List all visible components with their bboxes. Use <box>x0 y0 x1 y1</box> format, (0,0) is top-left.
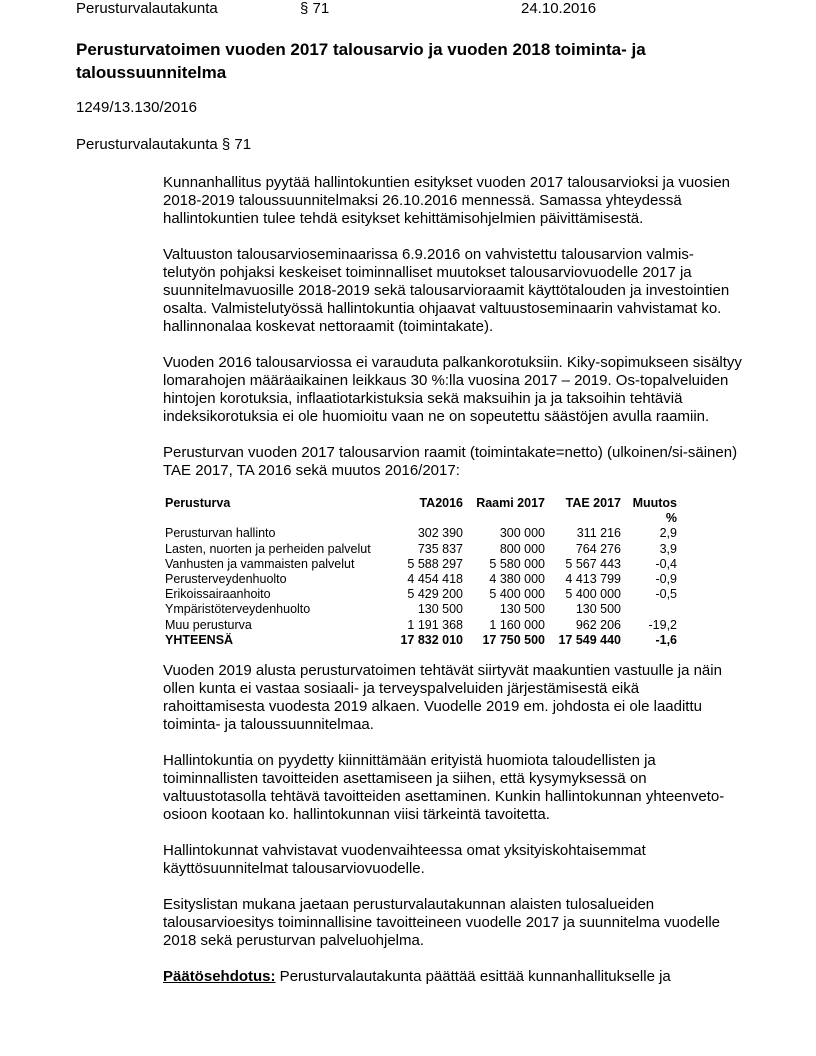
header-perusturva: Perusturva <box>165 496 231 510</box>
total-ta2016: 17 832 010 <box>400 632 463 647</box>
row-tae2017: 764 276 <box>575 541 621 556</box>
header-raami2017: Raami 2017 <box>476 496 545 510</box>
row-ta2016: 4 454 418 <box>407 572 463 587</box>
row-name: Perusturvan hallinto <box>165 526 276 541</box>
header-tae2017: TAE 2017 <box>565 496 621 510</box>
row-tae2017: 5 400 000 <box>565 587 621 602</box>
row-name: Muu perusturva <box>165 617 252 632</box>
header-date: 24.10.2016 <box>521 0 597 17</box>
reference-number: 1249/13.130/2016 <box>76 99 197 116</box>
paragraph: Vuoden 2019 alusta perusturvatoimen tehtävät siirtyvät maakuntien vastuulle ja näin ollen kunta ei vastaa sosiaali- ja terveyspalveluiden järjestämisestä eikä rahoittamisesta vuodesta 2019 alkaen. Vuodelle 2019 em. johdosta ei ole laadittu toiminta- ja taloussuunnitelmaa. <box>163 662 722 734</box>
row-raami2017: 130 500 <box>499 602 545 617</box>
header-ta2016: TA2016 <box>419 496 463 510</box>
total-raami2017: 17 750 500 <box>482 632 545 647</box>
row-raami2017: 300 000 <box>499 526 545 541</box>
total-tae2017: 17 549 440 <box>558 632 621 647</box>
row-tae2017: 311 216 <box>576 526 621 541</box>
paragraph: Vuoden 2016 talousarviossa ei varauduta palkankorotuksiin. Kiky-sopimukseen sisältyy lomarahojen määräaikainen leikkaus 30 %:lla vuosina 2017 – 2019. Os-topalveluiden hintojen korotuksia, inflaatiotarkistuksia sekä maksuihin ja ja taksoihin tehtäviä indeksikorotuksia ei ole huomioitu vaan ne on sopeutettu säästöjen avulla raamiin. <box>163 354 742 425</box>
document-body <box>163 174 743 1004</box>
row-raami2017: 1 160 000 <box>489 617 545 632</box>
row-muutos <box>621 602 677 617</box>
total-label: YHTEENSÄ <box>165 632 234 647</box>
table-row <box>165 618 677 633</box>
decision-label: Päätösehdotus: <box>163 968 276 986</box>
header-section: § 71 <box>300 0 330 17</box>
table-row <box>165 542 677 557</box>
row-ta2016: 735 837 <box>417 541 463 556</box>
header-muutos-unit: % <box>665 511 677 526</box>
row-name: Perusterveydenhuolto <box>165 572 287 587</box>
header-muutos: Muutos <box>632 496 677 510</box>
table-row <box>165 572 677 587</box>
decision-proposal <box>163 968 743 986</box>
row-tae2017: 4 413 799 <box>565 572 621 587</box>
row-name: Lasten, nuorten ja perheiden palvelut <box>165 541 371 556</box>
row-name: Ympäristöterveydenhuolto <box>165 602 311 617</box>
row-muutos: -0,4 <box>655 556 677 571</box>
paragraph: Esityslistan mukana jaetaan perusturvalautakunnan alaisten tulosalueiden talousarvioesitys toiminnallisine tavoitteineen vuodelle 2017 ja suunnitelma vuodelle 2018 sekä perusturvan palveluohjelma. <box>163 896 721 950</box>
row-muutos: -19,2 <box>648 617 677 632</box>
row-muutos: 3,9 <box>659 541 677 556</box>
table-unit-row <box>165 511 677 526</box>
table-header-row <box>165 496 677 511</box>
row-raami2017: 800 000 <box>499 541 545 556</box>
row-raami2017: 5 580 000 <box>489 556 545 571</box>
document-title: Perusturvatoimen vuoden 2017 talousarvio ja vuoden 2018 toiminta- ja taloussuunnitelma <box>76 40 646 82</box>
header-organization: Perusturvalautakunta <box>76 0 218 17</box>
row-ta2016: 302 390 <box>417 526 463 541</box>
table-row <box>165 557 677 572</box>
budget-table <box>165 496 677 648</box>
table-row <box>165 587 677 602</box>
row-ta2016: 5 588 297 <box>407 556 463 571</box>
paragraph: Hallintokuntia on pyydetty kiinnittämään erityistä huomiota taloudellisten ja toiminnallisten tavoitteiden asettamiseen ja siihen, että kysymyksessä on valtuustotasolla tehtävä tavoitteiden asettaminen. Kunkin hallintokunnan yhteenveto-osioon kootaan ko. hallintokunnan viisi tärkeintä tavoitetta. <box>163 752 725 824</box>
table-total-row <box>165 633 677 648</box>
decision-text: Perusturvalautakunta päättää esittää kunnanhallitukselle ja <box>275 968 671 986</box>
paragraph: Perusturvan vuoden 2017 talousarvion raamit (toimintakate=netto) (ulkoinen/si-säinen) TAE 2017, TA 2016 sekä muutos 2016/2017: <box>163 444 738 479</box>
row-tae2017: 5 567 443 <box>565 556 621 571</box>
row-raami2017: 4 380 000 <box>489 572 545 587</box>
row-name: Vanhusten ja vammaisten palvelut <box>165 556 355 571</box>
row-muutos: 2,9 <box>659 526 677 541</box>
row-muutos: -0,5 <box>655 587 677 602</box>
section-heading: Perusturvalautakunta § 71 <box>76 136 252 153</box>
row-name: Erikoissairaanhoito <box>165 587 271 602</box>
row-ta2016: 5 429 200 <box>407 587 463 602</box>
row-tae2017: 130 500 <box>575 602 621 617</box>
total-muutos: -1,6 <box>655 632 677 647</box>
paragraph: Valtuuston talousarvioseminaarissa 6.9.2016 on vahvistettu talousarvion valmis-telutyön pohjaksi keskeiset toiminnalliset muutokset talousarviovuodelle 2017 ja suunnitelmavuosille 2018-2019 sekä talousarvioraamit käyttötalouden ja investointien osalta. Valmistelutyössä hallintokuntia ohjaavat valtuustoseminaarin vahvistamat ko. hallinnonalaa koskevat nettoraamit (toimintakate). <box>163 246 730 335</box>
row-muutos: -0,9 <box>655 572 677 587</box>
row-ta2016: 1 191 368 <box>407 617 463 632</box>
row-ta2016: 130 500 <box>417 602 463 617</box>
table-row <box>165 602 677 617</box>
row-tae2017: 962 206 <box>575 617 621 632</box>
paragraph: Hallintokunnat vahvistavat vuodenvaihteessa omat yksityiskohtaisemmat käyttösuunnitelmat talousarviovuodelle. <box>163 842 646 878</box>
table-row <box>165 526 677 541</box>
row-raami2017: 5 400 000 <box>489 587 545 602</box>
paragraph: Kunnanhallitus pyytää hallintokuntien esitykset vuoden 2017 talousarvioksi ja vuosien 2018-2019 taloussuunnitelmaksi 26.10.2016 mennessä. Samassa yhteydessä hallintokuntien tulee tehdä esitykset kehittämisohjelmien päivittämisestä. <box>163 174 731 227</box>
